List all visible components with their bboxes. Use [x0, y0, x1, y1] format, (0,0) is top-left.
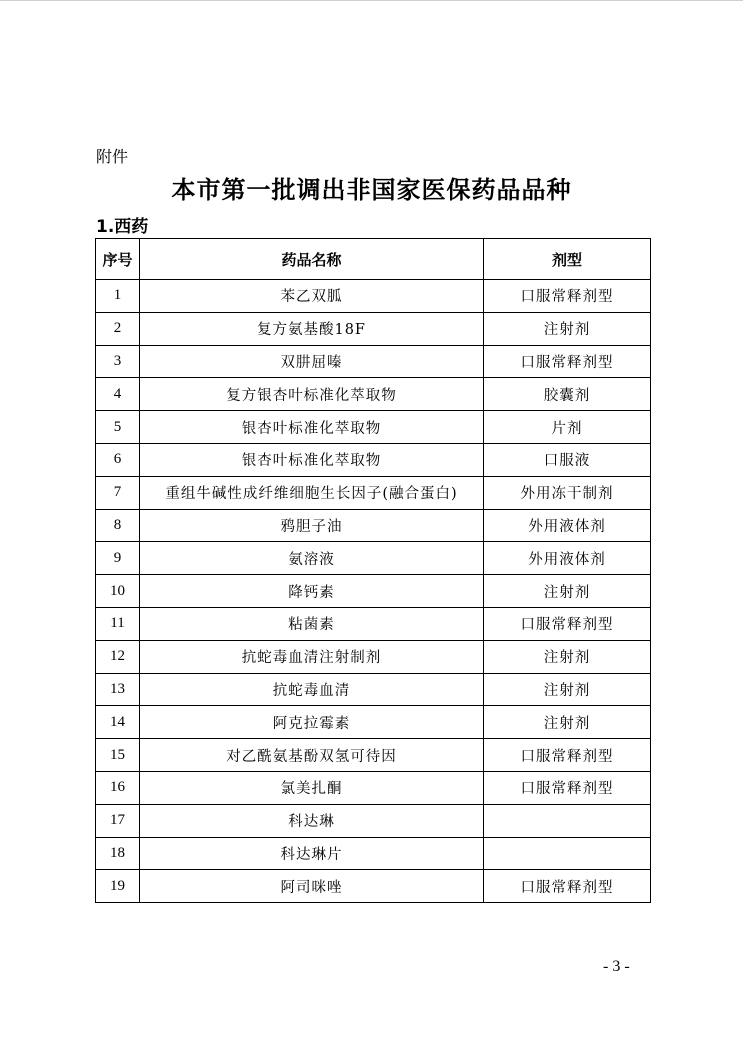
cell-serial: 15 [96, 739, 140, 772]
cell-dosage-form: 胶囊剂 [484, 378, 651, 411]
cell-drug-name: 苯乙双胍 [140, 280, 484, 313]
cell-serial: 8 [96, 509, 140, 542]
cell-dosage-form: 注射剂 [484, 640, 651, 673]
cell-drug-name: 氨溶液 [140, 542, 484, 575]
table-row [96, 509, 651, 542]
table-row [96, 673, 651, 706]
table-row [96, 542, 651, 575]
table-row [96, 345, 651, 378]
top-border-line [0, 0, 743, 1]
cell-dosage-form: 口服常释剂型 [484, 739, 651, 772]
cell-serial: 11 [96, 607, 140, 640]
cell-drug-name: 对乙酰氨基酚双氢可待因 [140, 739, 484, 772]
cell-serial: 18 [96, 837, 140, 870]
table-row [96, 280, 651, 313]
cell-serial: 19 [96, 870, 140, 903]
column-header-serial: 序号 [96, 239, 140, 280]
column-header-drug-name: 药品名称 [140, 239, 484, 280]
cell-drug-name: 阿司咪唑 [140, 870, 484, 903]
cell-serial: 16 [96, 771, 140, 804]
cell-serial: 13 [96, 673, 140, 706]
cell-drug-name: 降钙素 [140, 575, 484, 608]
column-header-dosage-form: 剂型 [484, 239, 651, 280]
cell-dosage-form: 注射剂 [484, 575, 651, 608]
cell-serial: 9 [96, 542, 140, 575]
page-number: - 3 - [603, 958, 630, 975]
table-row [96, 706, 651, 739]
cell-serial: 17 [96, 804, 140, 837]
cell-drug-name: 抗蛇毒血清 [140, 673, 484, 706]
cell-drug-name: 重组牛碱性成纤维细胞生长因子(融合蛋白) [140, 476, 484, 509]
cell-dosage-form: 口服液 [484, 443, 651, 476]
cell-dosage-form: 口服常释剂型 [484, 345, 651, 378]
table-row [96, 771, 651, 804]
table-row [96, 575, 651, 608]
cell-dosage-form: 口服常释剂型 [484, 607, 651, 640]
attachment-label: 附件 [96, 147, 129, 166]
cell-drug-name: 银杏叶标准化萃取物 [140, 443, 484, 476]
cell-dosage-form: 口服常释剂型 [484, 771, 651, 804]
cell-dosage-form [484, 837, 651, 870]
cell-serial: 3 [96, 345, 140, 378]
cell-drug-name: 科达琳片 [140, 837, 484, 870]
cell-dosage-form [484, 804, 651, 837]
cell-dosage-form: 外用冻干制剂 [484, 476, 651, 509]
table-row [96, 804, 651, 837]
cell-dosage-form: 外用液体剂 [484, 542, 651, 575]
cell-serial: 2 [96, 312, 140, 345]
cell-serial: 12 [96, 640, 140, 673]
cell-serial: 10 [96, 575, 140, 608]
cell-drug-name: 阿克拉霉素 [140, 706, 484, 739]
cell-serial: 4 [96, 378, 140, 411]
table-row [96, 870, 651, 903]
cell-serial: 14 [96, 706, 140, 739]
medicine-table [95, 238, 651, 903]
cell-drug-name: 粘菌素 [140, 607, 484, 640]
cell-dosage-form: 注射剂 [484, 312, 651, 345]
cell-drug-name: 氯美扎酮 [140, 771, 484, 804]
cell-drug-name: 鸦胆子油 [140, 509, 484, 542]
cell-serial: 1 [96, 280, 140, 313]
table-row [96, 607, 651, 640]
cell-drug-name: 双肼屈嗪 [140, 345, 484, 378]
table-row [96, 739, 651, 772]
cell-serial: 5 [96, 411, 140, 444]
page-title: 本市第一批调出非国家医保药品品种 [171, 175, 572, 204]
cell-drug-name: 银杏叶标准化萃取物 [140, 411, 484, 444]
cell-dosage-form: 片剂 [484, 411, 651, 444]
cell-serial: 7 [96, 476, 140, 509]
table-header-row [96, 239, 651, 280]
table-row [96, 837, 651, 870]
table-row [96, 411, 651, 444]
cell-dosage-form: 注射剂 [484, 706, 651, 739]
cell-drug-name: 复方氨基酸18F [140, 312, 484, 345]
cell-dosage-form: 口服常释剂型 [484, 870, 651, 903]
table-row [96, 378, 651, 411]
cell-dosage-form: 注射剂 [484, 673, 651, 706]
table-row [96, 443, 651, 476]
section-heading: 1.西药 [96, 217, 149, 237]
table-row [96, 640, 651, 673]
table-row [96, 312, 651, 345]
cell-drug-name: 抗蛇毒血清注射制剂 [140, 640, 484, 673]
cell-serial: 6 [96, 443, 140, 476]
cell-drug-name: 复方银杏叶标准化萃取物 [140, 378, 484, 411]
cell-dosage-form: 口服常释剂型 [484, 280, 651, 313]
table-row [96, 476, 651, 509]
cell-dosage-form: 外用液体剂 [484, 509, 651, 542]
cell-drug-name: 科达琳 [140, 804, 484, 837]
